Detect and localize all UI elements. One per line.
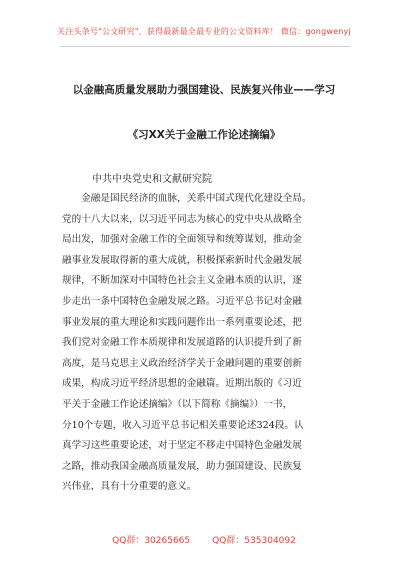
body-line: 兴伟业，具有十分重要的意义。 bbox=[62, 481, 197, 493]
header-divider bbox=[60, 46, 350, 47]
document-title: 以金融高质量发展助力强国建设、民族复兴伟业——学习 bbox=[72, 84, 336, 96]
document-author: 中共中央党史和文献研究院 bbox=[92, 174, 212, 185]
body-line: 真学习这些重要论述，对于坚定不移走中国特色金融发展 bbox=[62, 440, 302, 452]
footer-qq-group-2: QQ群：535304092 bbox=[212, 536, 296, 546]
body-line: 局出发，加强对金融工作的全面领导和统筹谋划，推动金 bbox=[62, 234, 302, 246]
body-line: 分10个专题，收入习近平总书记相关重要论述324段。认 bbox=[62, 419, 304, 431]
body-line: 党的十八大以来，以习近平同志为核心的党中央从战略全 bbox=[62, 213, 302, 225]
body-line: 成果，构成习近平经济思想的金融篇。近期出版的《习近 bbox=[62, 378, 302, 390]
body-line: 步走出一条中国特色金融发展之路。习近平总书记对金融 bbox=[62, 295, 302, 307]
body-line: 平关于金融工作论述摘编》（以下简称《摘编》）一书， bbox=[62, 398, 293, 410]
body-line: 融事业发展取得新的重大成就，积极探索新时代金融发展 bbox=[62, 254, 302, 266]
body-line: 事业发展的重大理论和实践问题作出一系列重要论述，把 bbox=[62, 316, 302, 328]
footer-contacts bbox=[0, 533, 408, 546]
body-line: 我们党对金融工作本质规律和发展道路的认识提升到了新 bbox=[62, 337, 302, 349]
document-subtitle: 《习XX关于金融工作论述摘编》 bbox=[127, 129, 281, 141]
document-body bbox=[62, 189, 354, 498]
body-line: 之路，推动我国金融高质量发展，助力强国建设、民族复 bbox=[62, 460, 302, 472]
footer-qq-group-1: QQ群：30265665 bbox=[112, 536, 191, 546]
body-line: 金融是国民经济的血脉，关系中国式现代化建设全局。 bbox=[62, 193, 312, 204]
body-line: 规律，不断加深对中国特色社会主义金融本质的认识，逐 bbox=[62, 275, 302, 287]
header-banner: 关注头条号"公文研究"，获得最新最全最专业的公文资料库！ 微信：gongwenyj bbox=[57, 27, 351, 36]
body-line: 高度，是马克思主义政治经济学关于金融问题的重要创新 bbox=[62, 357, 302, 369]
